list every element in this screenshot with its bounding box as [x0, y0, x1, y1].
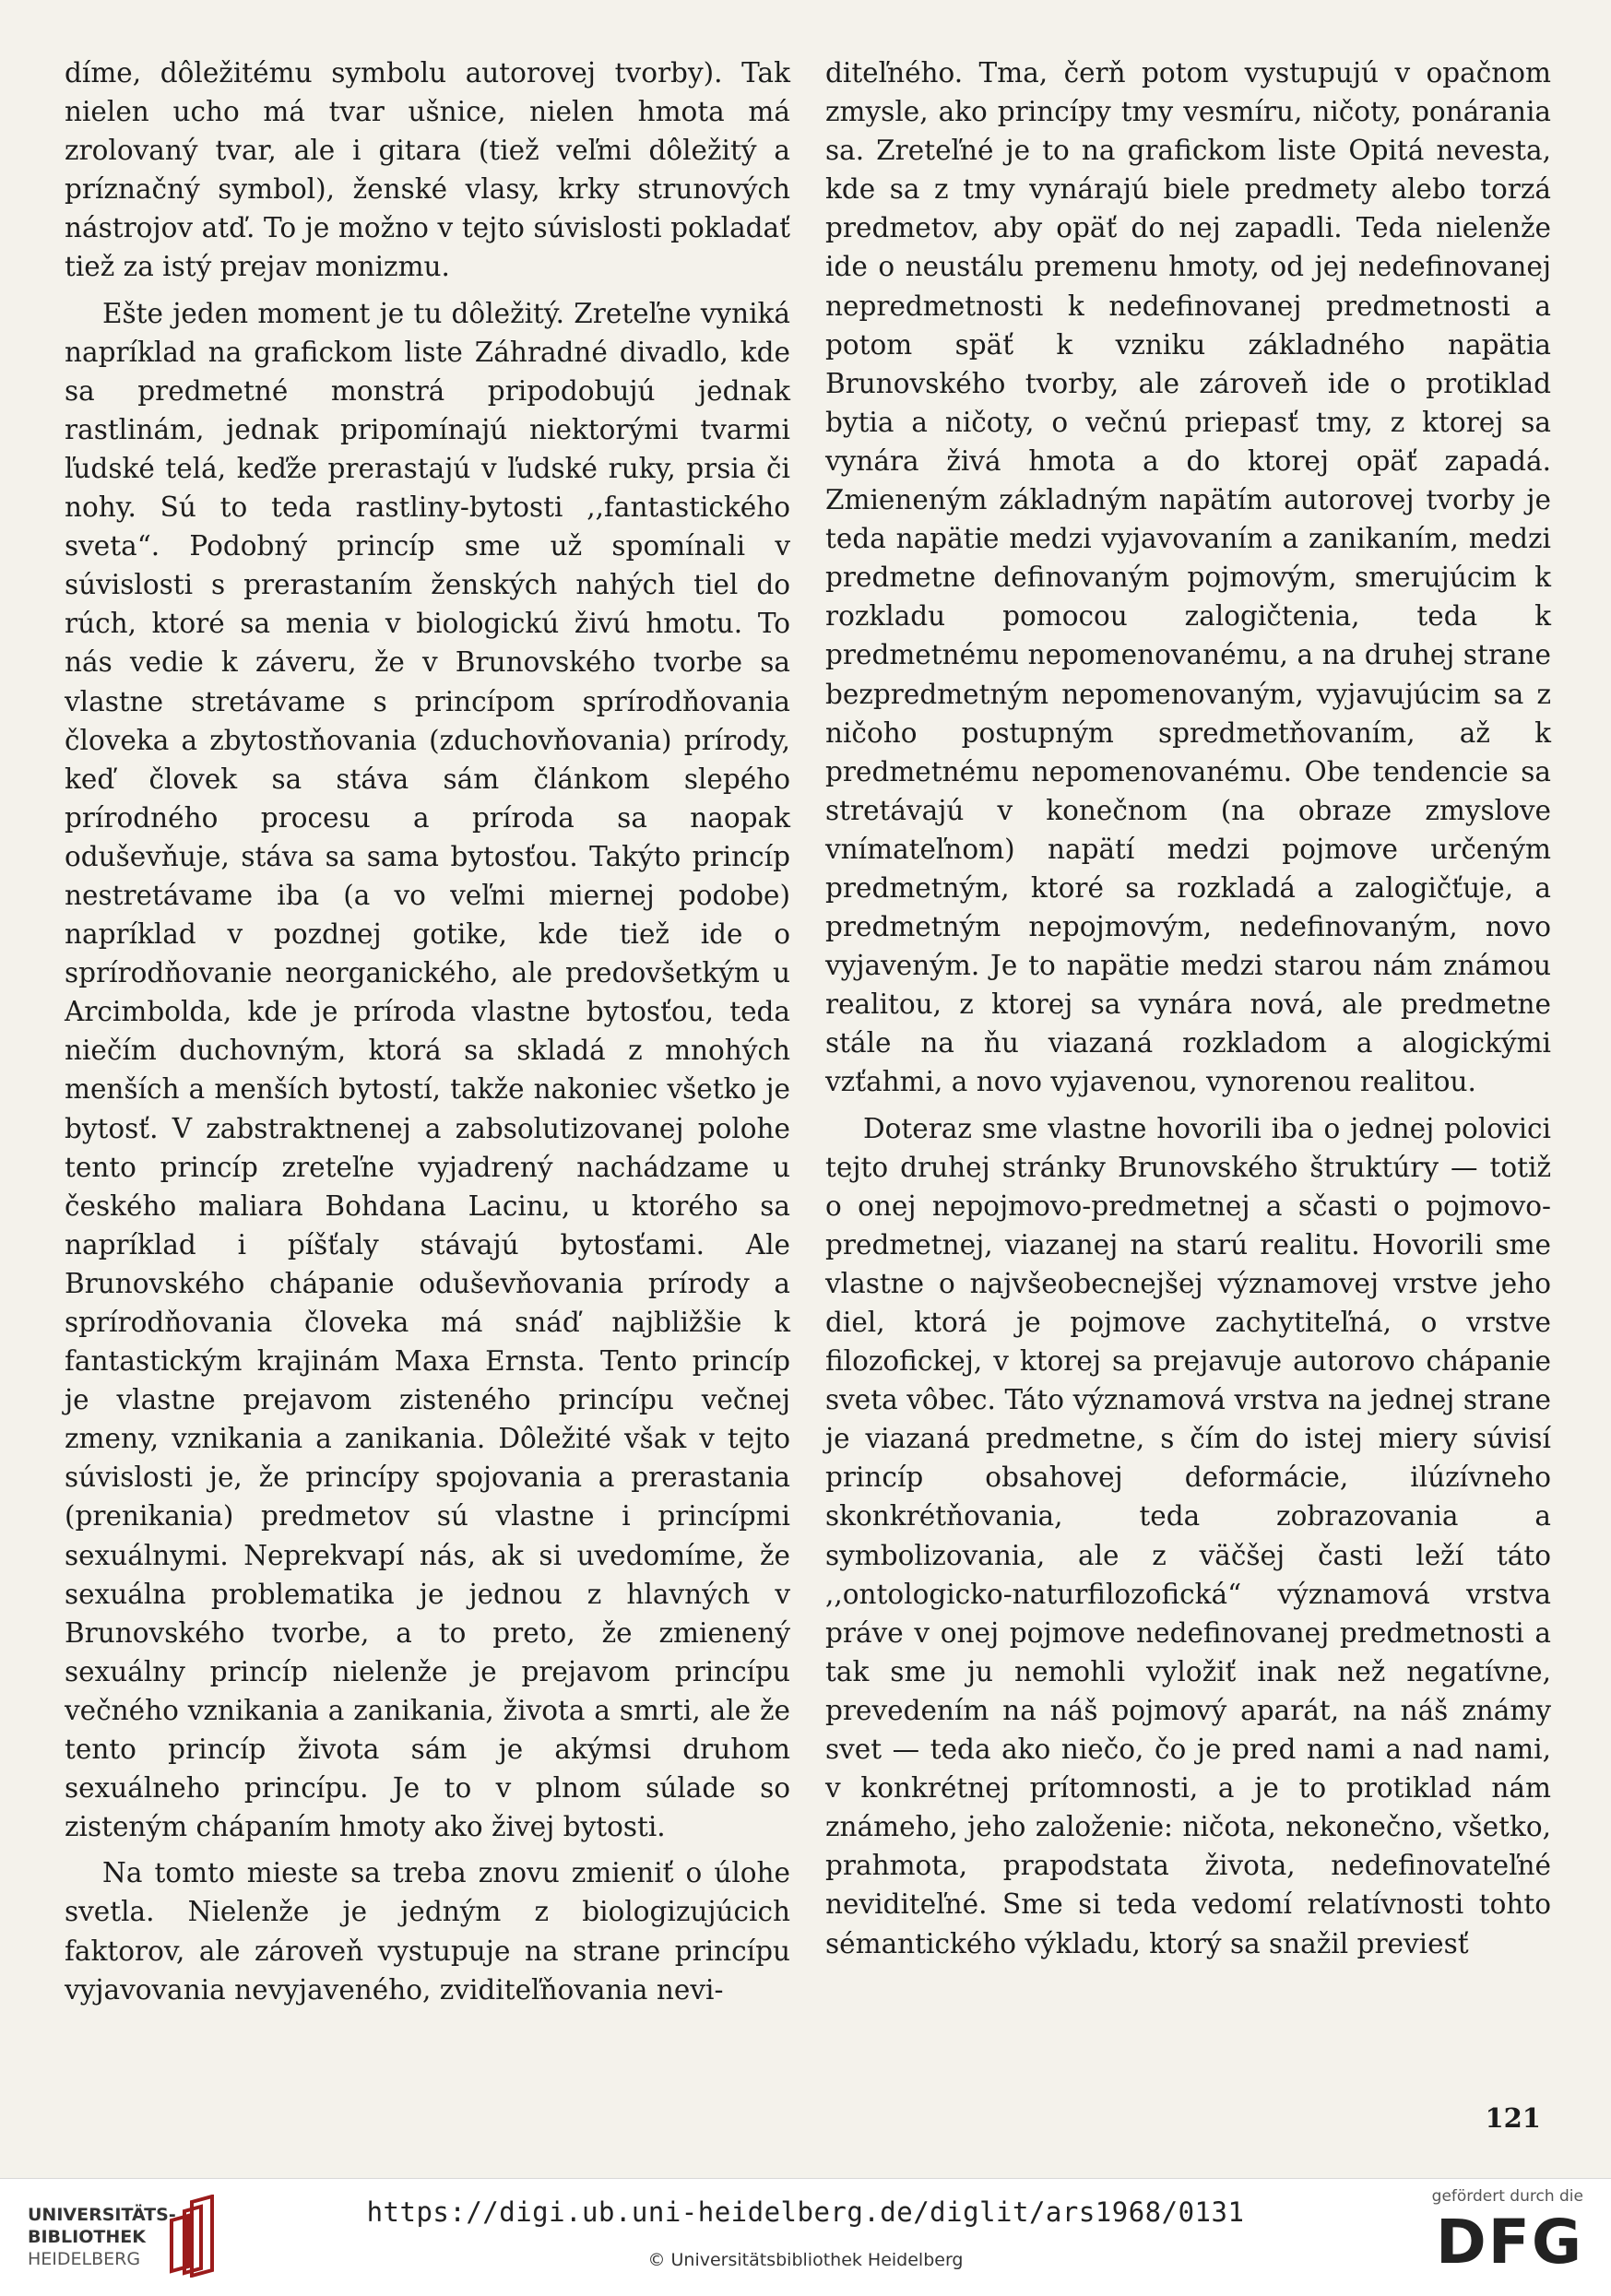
paragraph: diteľného. Tma, čerň potom vystupujú v opačnom zmysle, ako princípy tmy vesmíru, ničoty, ponárania sa. Zreteľné je to na grafickom liste Opitá nevesta, kde sa z tmy vynárajú biele predmety alebo torzá predmetov, aby opäť do nej zapadli. Teda nielenže ide o neustálu premenu hmoty, od jej nedefinovanej nepredmetnosti k nedefinovanej predmetnosti a potom späť k vzniku základného napätia Brunovského tvorby, ale zároveň ide o protiklad bytia a ničoty, o večnú priepasť tmy, z ktorej sa vynára živá hmota a do ktorej opäť zapadá. Zmieneným základným napätím autorovej tvorby je teda napätie medzi vyjavovaním a zanikaním, medzi predmetne definovaným pojmovým, smerujúcim k rozkladu pomocou zalogičtenia, teda k predmetnému nepomenovanému, a na druhej strane bezpredmetným nepomenovaným, vyjavujúcim sa z ničoho postupným spredmetňovaním, až k predmetnému nepomenovanému. Obe tendencie sa stretávajú v konečnom (na obraze zmyslove vnímateľnom) napätí medzi pojmove určeným predmetným, ktoré sa rozkladá a zalogičťuje, a predmetným nepojmovým, nedefinovaným, novo vyjaveným. Je to napätie medzi starou nám známou realitou, z ktorej sa vynára nová, ale predmetne stále na ňu viazaná rozkladom a alogickými vzťahmi, a novo vyjavenou, vynorenou realitou. — [825, 57, 1551, 1098]
funding-caption: gefördert durch die — [1431, 2187, 1583, 2206]
right-column — [825, 53, 1551, 1963]
page-number: 121 — [1485, 2102, 1541, 2134]
paragraph: Ešte jeden moment je tu dôležitý. Zreteľne vyniká napríklad na grafickom liste Záhradné divadlo, kde sa predmetné monstrá pripodobujú jednak rastlinám, jednak pripomínajú niektorými tvarmi ľudské telá, keďže prerastajú v ľudské ruky, prsia či nohy. Sú to teda rastliny-bytosti ,,fantastického sveta“. Podobný princíp sme už spomínali v súvislosti s prerastaním ženských nahých tiel do rúch, ktoré sa menia v biologickú živú hmotu. To nás vedie k záveru, že v Brunovského tvorbe sa vlastne stretávame s princípom sprírodňovania človeka a zbytostňovania (zduchovňovania) prírody, keď človek sa stáva sám článkom slepého prírodného procesu a príroda sa naopak oduševňuje, stáva sa sama bytosťou. Takýto princíp nestretávame iba (a vo veľmi miernej podobe) napríklad v pozdnej gotike, kde tiež ide o sprírodňovanie neorganického, ale predovšetkým u Arcimbolda, kde je príroda vlastne bytosťou, teda niečím duchovným, ktorá sa skladá z mnohých menších a menších bytostí, takže nakoniec všetko je bytosť. V zabstraktnenej a zabsolutizovanej polohe tento princíp zreteľne vyjadrený nachádzame u českého maliara Bohdana Lacinu, u ktorého sa napríklad i píšťaly stávajú bytosťami. Ale Brunovského chápanie oduševňovania prírody a sprírodňovania človeka má snáď najbližšie k fantastickým krajinám Maxa Ernsta. Tento princíp je vlastne prejavom zisteného princípu večnej zmeny, vznikania a zanikania. Dôležité však v tejto súvislosti je, že princípy spojovania a prerastania (prenikania) predmetov sú vlastne i princípmi sexuálnymi. Neprekvapí nás, ak si uvedomíme, že sexuálna problematika je jednou z hlavných v Brunovského tvorbe, a to preto, že zmienený sexuálny princíp nielenže je prejavom princípu večného vznikania a zanikania, života a smrti, ale že tento princíp života sám je akýmsi druhom sexuálneho princípu. Je to v plnom súlade so zisteným chápaním hmoty ako živej bytosti. — [65, 297, 790, 1843]
left-column — [65, 53, 790, 2009]
paragraph: Doteraz sme vlastne hovorili iba o jednej polovici tejto druhej stránky Brunovského štruktúry — totiž o onej nepojmovo-predmetnej a sčasti o pojmovo-predmetnej, viazanej na starú realitu. Hovorili sme vlastne o najvšeobecnejšej významovej vrstve jeho diel, ktorá je pojmove zachytiteľná, o vrstve filozofickej, v ktorej sa prejavuje autorovo chápanie sveta vôbec. Táto významová vrstva na jednej strane je viazaná predmetne, s čím do istej miery súvisí princíp obsahovej deformácie, ilúzívneho skonkrétňovania, teda zobrazovania a symbolizovania, ale z väčšej časti leží táto ,,ontologicko-naturfilozofická“ významová vrstva práve v onej pojmove nedefinovanej predmetnosti a tak sme ju nemohli vyložiť inak než negatívne, prevedením na náš pojmový aparát, na náš známy svet — teda ako niečo, čo je pred nami a nad nami, v konkrétnej prítomnosti, a je to protiklad nám známeho, jeho založenie: ničota, nekonečno, všetko, prahmota, prapodstata života, nedefinovateľné neviditeľné. Sme si teda vedomí relatívnosti tohto sémantického výkladu, ktorý sa snažil previesť — [825, 1112, 1551, 1959]
paragraph: díme, dôležitému symbolu autorovej tvorby). Tak nielen ucho má tvar ušnice, nielen hmota má zrolovaný tvar, ale i gitara (tiež veľmi dôležitý a príznačný symbol), ženské vlasy, krky strunových nástrojov atď. To je možno v tejto súvislosti pokladať tiež za istý prejav monizmu. — [65, 57, 790, 283]
library-name: UNIVERSITÄTS- BIBLIOTHEK HEIDELBERG — [28, 2205, 176, 2269]
funder-logo-text: DFG — [1435, 2207, 1583, 2278]
copyright-notice: © Universitätsbibliothek Heidelberg — [647, 2250, 964, 2270]
dfg-logo[interactable] — [1390, 2187, 1583, 2289]
permalink-url[interactable]: https://digi.ub.uni-heidelberg.de/diglit/ars1968/0131 — [366, 2196, 1245, 2228]
paragraph: Na tomto mieste sa treba znovu zmieniť o úlohe svetla. Nielenže je jedným z biologizujúcich faktorov, ale zároveň vystupuje na strane princípu vyjavovania nevyjaveného, zviditeľňovania nevi- — [65, 1857, 790, 2006]
